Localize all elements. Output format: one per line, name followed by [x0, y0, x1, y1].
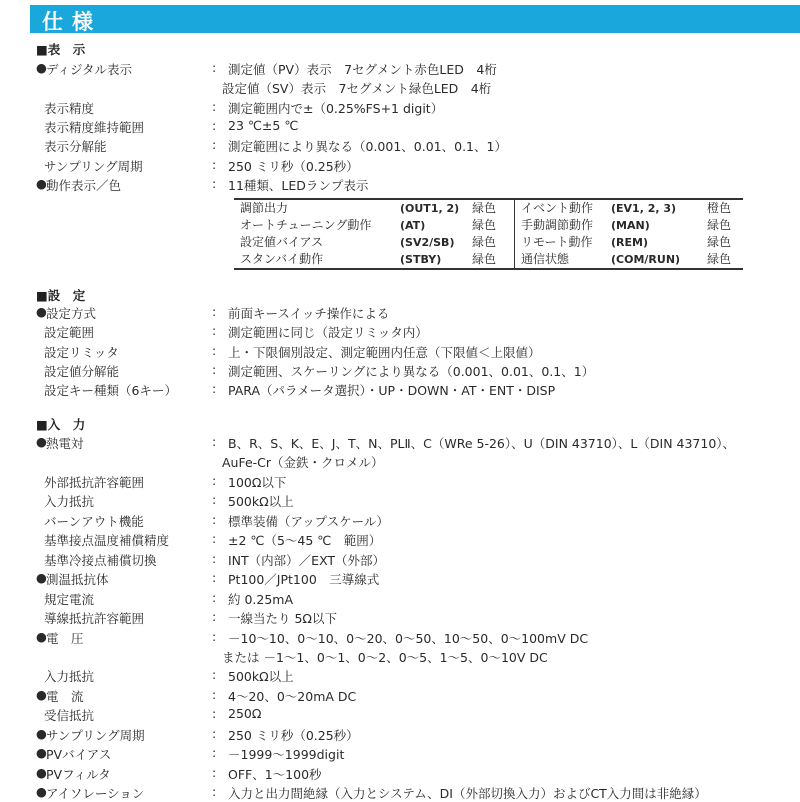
- spec-value: 250 ミリ秒（0.25秒）: [228, 727, 359, 743]
- indicator-color: 緑色: [707, 218, 732, 232]
- indicator-code: (SV2/SB): [400, 236, 455, 249]
- spec-value: 500kΩ以上: [228, 669, 294, 685]
- colon: :: [212, 745, 217, 761]
- indicator-name: 通信状態: [515, 251, 606, 269]
- spec-value: 4～20、0～20mA DC: [228, 688, 357, 704]
- spec-label: 電 流: [46, 688, 84, 704]
- indicator-code: (STBY): [394, 251, 466, 269]
- spec-value: 500kΩ以上: [228, 494, 294, 510]
- indicator-row: [234, 251, 743, 269]
- spec-label: サンプリング周期: [44, 158, 143, 174]
- spec-value: 設定値（SV）表示 7セグメント緑色LED 4桁: [222, 81, 492, 97]
- colon: :: [212, 725, 217, 741]
- bullet-icon: ●: [36, 784, 47, 800]
- spec-value: 測定範囲内で±（0.25%FS+1 digit）: [228, 100, 444, 116]
- spec-value: 上・下限個別設定、測定範囲内任意（下限値＜上限値）: [228, 344, 541, 360]
- spec-label: 外部抵抗許容範囲: [44, 474, 145, 490]
- colon: :: [212, 628, 217, 644]
- colon: :: [212, 304, 217, 319]
- colon: :: [212, 609, 217, 625]
- indicator-row: [234, 234, 743, 251]
- indicator-code: (MAN): [611, 219, 650, 232]
- spec-label: 動作表示／色: [46, 177, 122, 193]
- colon: :: [212, 764, 217, 780]
- spec-value: 23 ℃±5 ℃: [228, 117, 299, 133]
- indicator-color: 緑色: [466, 217, 515, 234]
- spec-label: PVバイアス: [46, 747, 112, 763]
- spec-value: 入力と出力間絶縁（入力とシステム、DI（外部切換入力）およびCT入力間は非絶縁）: [228, 786, 707, 802]
- indicator-row: [234, 199, 743, 217]
- spec-label: 受信抵抗: [44, 708, 95, 724]
- indicator-color: 緑色: [466, 234, 515, 251]
- section-title-settings: ■設 定: [36, 288, 86, 303]
- bullet-icon: ●: [36, 686, 47, 702]
- spec-label: 設定値分解能: [44, 363, 120, 379]
- spec-value: －1999～1999digit: [228, 747, 345, 763]
- indicator-color: 緑色: [707, 235, 732, 249]
- colon: :: [212, 589, 217, 605]
- colon: :: [212, 117, 217, 133]
- spec-label: PVフィルタ: [46, 766, 111, 782]
- indicator-name: リモート動作: [521, 235, 593, 249]
- spec-value: B、R、S、K、E、J、T、N、PLⅡ、C（WRe 5-26）、U（DIN 43710）、L（DIN 43710）、: [228, 436, 736, 451]
- indicator-code: (OUT1, 2): [394, 199, 466, 217]
- colon: :: [212, 667, 217, 683]
- indicator-name: イベント動作: [515, 199, 606, 217]
- colon: :: [212, 361, 217, 377]
- section-title-display: ■表 示: [36, 42, 86, 57]
- colon: :: [212, 531, 217, 547]
- colon: :: [212, 175, 217, 191]
- spec-value: 測定範囲に同じ（設定リミッタ内）: [228, 325, 428, 341]
- bullet-icon: ●: [36, 725, 47, 741]
- indicator-name: スタンバイ動作: [234, 251, 394, 269]
- indicator-code: (REM): [611, 236, 648, 249]
- spec-value: 250Ω: [228, 706, 262, 722]
- bullet-icon: ●: [36, 434, 47, 449]
- colon: :: [212, 472, 217, 488]
- spec-value: ±2 ℃（5～45 ℃ 範囲）: [228, 533, 382, 549]
- bullet-icon: ●: [36, 60, 47, 75]
- spec-label: 基準接点温度補償精度: [44, 533, 170, 549]
- spec-label: 表示精度: [44, 100, 95, 116]
- spec-value: 測定値（PV）表示 7セグメント赤色LED 4桁: [228, 62, 497, 77]
- bullet-icon: ●: [36, 764, 47, 780]
- indicator-table: [234, 198, 743, 270]
- spec-value: 測定範囲、スケーリングにより異なる（0.001、0.01、0.1、1）: [228, 363, 595, 379]
- bullet-icon: ●: [36, 628, 47, 644]
- page-title: 仕様: [42, 10, 102, 34]
- indicator-code: (EV1, 2, 3): [605, 199, 701, 217]
- colon: :: [212, 98, 217, 114]
- spec-label: 表示分解能: [44, 139, 107, 155]
- spec-value: AuFe-Cr（金鉄・クロメル）: [222, 455, 384, 471]
- spec-label: 設定リミッタ: [44, 344, 119, 360]
- indicator-color: 緑色: [701, 251, 743, 269]
- spec-label: 設定キー種類（6キー）: [44, 383, 177, 399]
- spec-label: 測温抵抗体: [46, 572, 109, 588]
- indicator-code: (AT): [400, 219, 426, 232]
- spec-value: 一線当たり 5Ω以下: [228, 611, 337, 627]
- spec-value: －10～10、0～10、0～20、0～50、10～50、0～100mV DC: [228, 630, 589, 646]
- spec-label: 基準冷接点補償切換: [44, 552, 157, 568]
- spec-value: 100Ω以下: [228, 474, 287, 490]
- spec-label: 入力抵抗: [44, 669, 95, 685]
- spec-value: Pt100／JPt100 三導線式: [228, 572, 380, 588]
- indicator-name: オートチューニング動作: [240, 218, 372, 232]
- colon: :: [212, 706, 217, 722]
- indicator-color: 緑色: [466, 251, 515, 269]
- colon: :: [212, 156, 217, 172]
- bullet-icon: ●: [36, 570, 47, 586]
- spec-header-bar: [30, 5, 800, 33]
- spec-label: 熱電対: [46, 436, 84, 451]
- indicator-color: 橙色: [701, 199, 743, 217]
- colon: :: [212, 550, 217, 566]
- spec-value: 測定範囲により異なる（0.001、0.01、0.1、1）: [228, 139, 507, 155]
- colon: :: [212, 686, 217, 702]
- spec-value: 標準装備（アップスケール）: [228, 513, 389, 529]
- indicator-row: [234, 217, 743, 234]
- spec-label: バーンアウト機能: [44, 513, 144, 529]
- colon: :: [212, 60, 217, 75]
- spec-label: 電 圧: [46, 630, 84, 646]
- bullet-icon: ●: [36, 304, 47, 319]
- spec-label: 設定方式: [46, 306, 97, 321]
- section-title-input: ■入 力: [36, 417, 86, 432]
- spec-value: 11種類、LEDランプ表示: [228, 177, 369, 193]
- spec-value: 約 0.25mA: [228, 591, 294, 607]
- spec-value: PARA（パラメータ選択）・UP・DOWN・AT・ENT・DISP: [228, 383, 556, 399]
- spec-label: 表示精度維持範囲: [44, 119, 145, 135]
- spec-label: サンプリング周期: [46, 727, 145, 743]
- colon: :: [212, 137, 217, 153]
- indicator-name: 設定値バイアス: [240, 235, 324, 249]
- colon: :: [212, 381, 217, 397]
- indicator-code: (COM/RUN): [605, 251, 701, 269]
- bullet-icon: ●: [36, 175, 47, 191]
- colon: :: [212, 784, 217, 800]
- colon: :: [212, 570, 217, 586]
- indicator-name: 調節出力: [234, 199, 394, 217]
- spec-value: 250 ミリ秒（0.25秒）: [228, 158, 359, 174]
- colon: :: [212, 323, 217, 339]
- indicator-name: 手動調節動作: [521, 218, 594, 232]
- colon: :: [212, 511, 217, 527]
- colon: :: [212, 434, 217, 449]
- colon: :: [212, 342, 217, 358]
- bullet-icon: ●: [36, 745, 47, 761]
- spec-label: 規定電流: [44, 591, 95, 607]
- spec-value: または －1～1、0～1、0～2、0～5、1～5、0～10V DC: [222, 649, 548, 665]
- spec-label: 導線抵抗許容範囲: [44, 611, 145, 627]
- spec-label: アイソレーション: [46, 786, 145, 802]
- spec-value: INT（内部）／EXT（外部）: [228, 552, 386, 568]
- spec-value: 前面キースイッチ操作による: [228, 306, 390, 321]
- indicator-color: 緑色: [466, 199, 515, 217]
- spec-label: 入力抵抗: [44, 494, 95, 510]
- spec-label: 設定範囲: [44, 325, 95, 341]
- spec-value: OFF、1～100秒: [228, 766, 322, 782]
- spec-label: ディジタル表示: [46, 62, 133, 77]
- colon: :: [212, 492, 217, 508]
